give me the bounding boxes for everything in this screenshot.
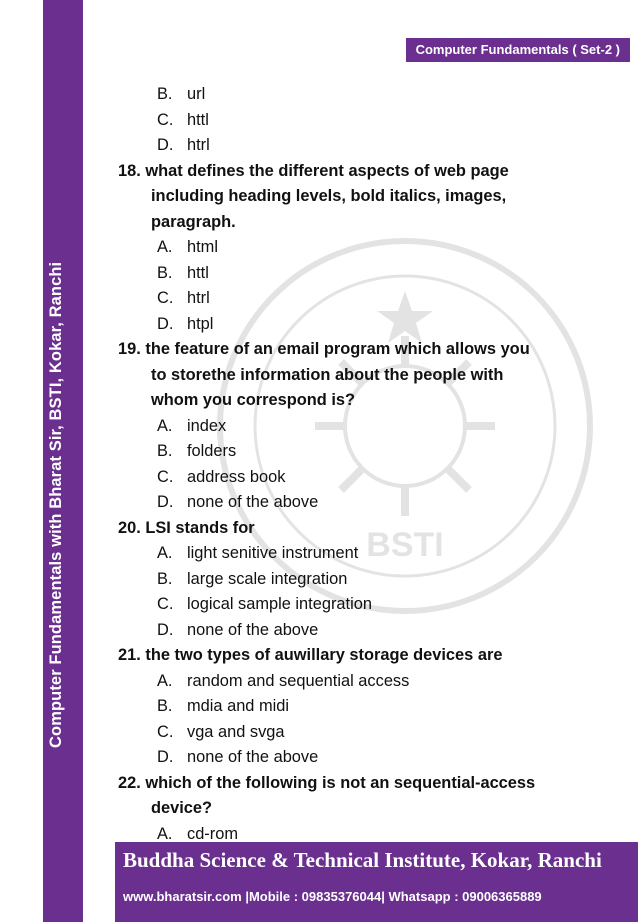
option-text: vga and svga bbox=[187, 722, 285, 741]
option-label: B. bbox=[157, 569, 173, 588]
question-number: 19. bbox=[118, 340, 141, 358]
option-text: none of the above bbox=[187, 493, 319, 511]
answer-option bbox=[118, 669, 618, 695]
option-label: B. bbox=[157, 263, 173, 282]
answer-option bbox=[118, 82, 618, 108]
option-label: A. bbox=[157, 238, 173, 256]
question-content bbox=[118, 82, 618, 847]
option-label: B. bbox=[157, 442, 173, 460]
option-label: A. bbox=[157, 544, 173, 562]
footer-contact: www.bharatsir.com |Mobile : 09835376044| Whatsapp : 09006365889 bbox=[123, 889, 542, 904]
option-label: D. bbox=[157, 136, 174, 154]
option-label: A. bbox=[157, 416, 173, 435]
option-text: cd-rom bbox=[187, 824, 238, 843]
question-text bbox=[118, 337, 618, 363]
option-label: C. bbox=[157, 289, 174, 307]
question-number: 20. bbox=[118, 518, 141, 537]
answer-option bbox=[118, 286, 618, 312]
answer-option bbox=[118, 618, 618, 644]
question-line: the two types of auwillary storage devices are bbox=[145, 646, 503, 664]
question-line: which of the following is not an sequential-access bbox=[145, 773, 536, 792]
option-text: htrl bbox=[187, 136, 210, 154]
option-label: D. bbox=[157, 314, 174, 333]
option-label: D. bbox=[157, 493, 174, 511]
answer-option bbox=[118, 490, 618, 516]
option-text: random and sequential access bbox=[187, 671, 410, 690]
option-label: C. bbox=[157, 595, 174, 613]
option-label: B. bbox=[157, 697, 173, 715]
question-text-continued: paragraph. bbox=[151, 212, 236, 231]
option-label: A. bbox=[157, 671, 173, 690]
option-text: mdia and midi bbox=[187, 697, 290, 715]
question-text-continued: to storethe information about the people with bbox=[151, 365, 504, 384]
question-text-continued: whom you correspond is? bbox=[151, 391, 355, 409]
option-text: httl bbox=[187, 263, 209, 282]
question-line: what defines the different aspects of web page bbox=[145, 161, 509, 180]
option-text: large scale integration bbox=[187, 569, 348, 588]
question-number: 21. bbox=[118, 646, 141, 664]
option-label: D. bbox=[157, 748, 174, 766]
answer-option bbox=[118, 694, 618, 720]
option-text: logical sample integration bbox=[187, 595, 372, 613]
question-line: LSI stands for bbox=[145, 518, 255, 537]
question-text bbox=[118, 516, 618, 542]
question-number: 18. bbox=[118, 161, 141, 180]
option-label: C. bbox=[157, 110, 174, 129]
question-text-continued: including heading levels, bold italics, images, bbox=[151, 187, 507, 205]
answer-option bbox=[118, 541, 618, 567]
option-text: htrl bbox=[187, 289, 210, 307]
answer-option bbox=[118, 261, 618, 287]
header-tag: Computer Fundamentals ( Set-2 ) bbox=[406, 38, 630, 62]
answer-option bbox=[118, 312, 618, 338]
option-text: index bbox=[187, 416, 227, 435]
footer bbox=[115, 842, 638, 922]
option-text: light senitive instrument bbox=[187, 544, 359, 562]
option-text: htpl bbox=[187, 314, 214, 333]
footer-institute-name: Buddha Science & Technical Institute, Kokar, Ranchi bbox=[123, 848, 602, 872]
option-text: none of the above bbox=[187, 748, 319, 766]
answer-option bbox=[118, 439, 618, 465]
answer-option bbox=[118, 745, 618, 771]
watermark-text: BSTI bbox=[366, 526, 444, 564]
option-text: address book bbox=[187, 467, 286, 486]
answer-option bbox=[118, 133, 618, 159]
option-label: C. bbox=[157, 467, 174, 486]
option-label: A. bbox=[157, 824, 173, 843]
question-line: the feature of an email program which allows you bbox=[145, 340, 530, 358]
answer-option bbox=[118, 592, 618, 618]
answer-option bbox=[118, 235, 618, 261]
question-text bbox=[118, 771, 618, 797]
option-label: D. bbox=[157, 620, 174, 639]
answer-option bbox=[118, 414, 618, 440]
question-text bbox=[118, 159, 618, 185]
option-text: url bbox=[187, 85, 206, 103]
sidebar bbox=[0, 0, 86, 922]
question-text-continued: device? bbox=[151, 799, 213, 817]
option-text: html bbox=[187, 238, 218, 256]
answer-option bbox=[118, 567, 618, 593]
question-text bbox=[118, 643, 618, 669]
answer-option bbox=[118, 108, 618, 134]
answer-option bbox=[118, 720, 618, 746]
question-number: 22. bbox=[118, 773, 141, 792]
option-text: none of the above bbox=[187, 620, 319, 639]
option-label: B. bbox=[157, 85, 173, 103]
sidebar-vertical-text: Computer Fundamentals with Bharat Sir, BSTI, Kokar, Ranchi bbox=[47, 261, 65, 748]
option-text: httl bbox=[187, 110, 209, 129]
option-text: folders bbox=[187, 442, 237, 460]
option-label: C. bbox=[157, 722, 174, 741]
answer-option bbox=[118, 465, 618, 491]
